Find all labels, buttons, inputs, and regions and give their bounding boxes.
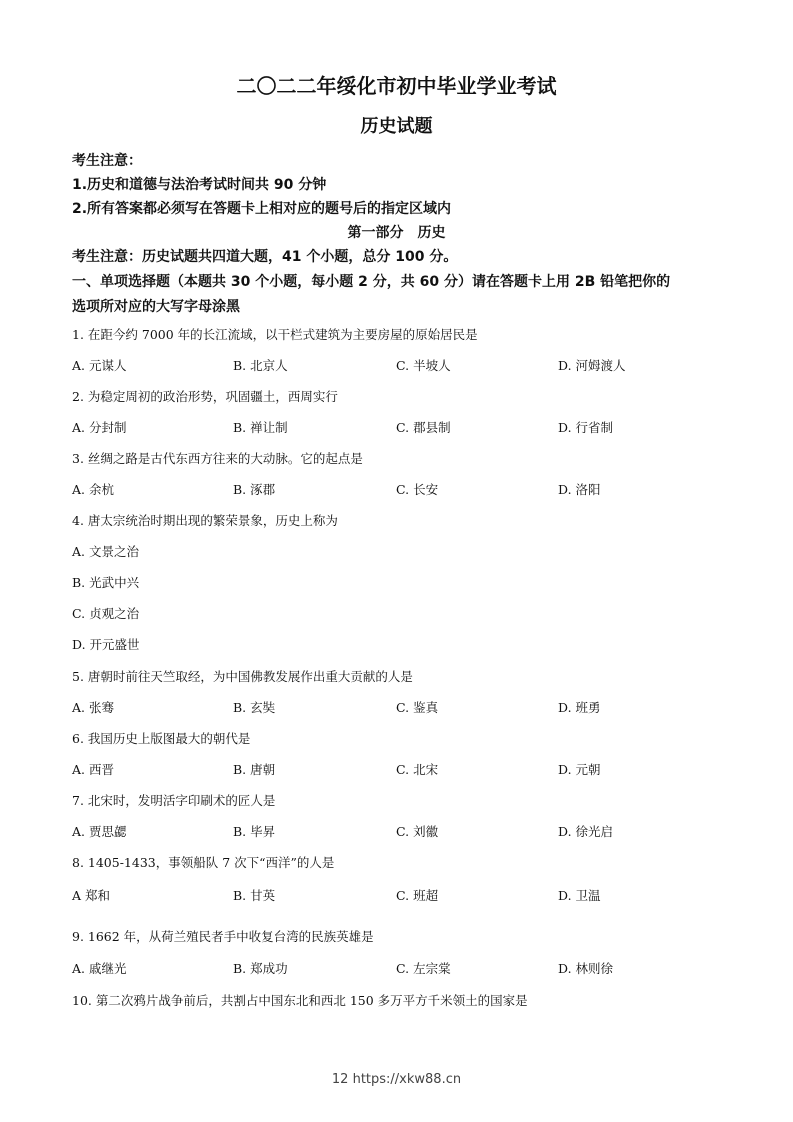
question-8-option-d: D. 卫温	[558, 888, 601, 903]
question-6-option-c: C. 北宋	[396, 762, 439, 777]
question-4-option-c: C. 贞观之治	[72, 606, 140, 621]
question-5-option-b: B. 玄奘	[233, 700, 276, 715]
question-6-stem: 6. 我国历史上版图最大的朝代是	[72, 731, 251, 746]
question-8-option-c: C. 班超	[396, 888, 439, 903]
question-2-option-a: A. 分封制	[72, 420, 127, 435]
question-6-option-a: A. 西晋	[72, 762, 114, 777]
question-9-option-c: C. 左宗棠	[396, 961, 451, 976]
question-1-option-b: B. 北京人	[233, 358, 288, 373]
exam-title: 二〇二二年绥化市初中毕业学业考试	[236, 74, 557, 98]
question-3-option-d: D. 洛阳	[558, 482, 601, 497]
question-5-option-d: D. 班勇	[558, 700, 601, 715]
question-6-option-b: B. 唐朝	[233, 762, 276, 777]
question-8-stem: 8. 1405-1433，事领船队 7 次下“西洋”的人是	[72, 855, 335, 870]
question-3-option-c: C. 长安	[396, 482, 439, 497]
exam-subtitle: 历史试题	[360, 116, 433, 137]
question-3-option-b: B. 涿郡	[233, 482, 276, 497]
section-heading-line-2: 选项所对应的大写字母涂黑	[72, 299, 240, 315]
notice-item-2: 2.所有答案都必须写在答题卡上相对应的题号后的指定区域内	[72, 201, 452, 217]
question-1-option-c: C. 半坡人	[396, 358, 451, 373]
question-4-option-b: B. 光武中兴	[72, 575, 140, 590]
question-4-option-d: D. 开元盛世	[72, 637, 140, 652]
question-9-option-a: A. 戚继光	[72, 961, 127, 976]
question-5-stem: 5. 唐朝时前往天竺取经，为中国佛教发展作出重大贡献的人是	[72, 669, 413, 684]
question-1-option-a: A. 元谋人	[72, 358, 127, 373]
question-7-option-b: B. 毕昇	[233, 824, 276, 839]
question-5-option-a: A. 张骞	[72, 700, 114, 715]
page-footer: 12 https://xkw88.cn	[331, 1072, 462, 1087]
question-2-option-d: D. 行省制	[558, 420, 614, 435]
question-4-stem: 4. 唐太宗统治时期出现的繁荣景象，历史上称为	[72, 513, 338, 528]
question-7-stem: 7. 北宋时，发明活字印刷术的匠人是	[72, 793, 276, 808]
question-3-stem: 3. 丝绸之路是古代东西方往来的大动脉。它的起点是	[72, 451, 363, 466]
notice-heading: 考生注意：	[72, 153, 142, 169]
question-2-stem: 2. 为稳定周初的政治形势，巩固疆土，西周实行	[72, 389, 338, 404]
question-9-stem: 9. 1662 年，从荷兰殖民者手中收复台湾的民族英雄是	[72, 929, 374, 944]
question-9-option-d: D. 林则徐	[558, 961, 614, 976]
notice-item-1: 1.历史和道德与法治考试时间共 90 分钟	[72, 177, 327, 193]
question-3-option-a: A. 余杭	[72, 482, 114, 497]
question-7-option-d: D. 徐光启	[558, 824, 614, 839]
section-heading-line-1: 一、单项选择题（本题共 30 个小题，每小题 2 分，共 60 分）请在答题卡上用 2B 铅笔把你的	[72, 274, 671, 290]
question-4-option-a: A. 文景之治	[72, 544, 139, 559]
question-2-option-c: C. 郡县制	[396, 420, 451, 435]
question-2-option-b: B. 禅让制	[233, 420, 288, 435]
question-10-stem: 10. 第二次鸦片战争前后，共割占中国东北和西北 150 多万平方千米领土的国家是	[72, 993, 528, 1008]
question-1-option-d: D. 河姆渡人	[558, 358, 626, 373]
question-7-option-a: A. 贾思勰	[72, 824, 127, 839]
part-title: 第一部分 历史	[347, 225, 446, 241]
question-6-option-d: D. 元朝	[558, 762, 601, 777]
part-notice: 考生注意：历史试题共四道大题，41 个小题，总分 100 分。	[72, 249, 458, 265]
question-8-option-a: A 郑和	[72, 888, 111, 903]
question-9-option-b: B. 郑成功	[233, 961, 288, 976]
question-8-option-b: B. 甘英	[233, 888, 276, 903]
question-5-option-c: C. 鉴真	[396, 700, 439, 715]
question-1-stem: 1. 在距今约 7000 年的长江流域，以干栏式建筑为主要房屋的原始居民是	[72, 327, 478, 342]
question-7-option-c: C. 刘徽	[396, 824, 439, 839]
